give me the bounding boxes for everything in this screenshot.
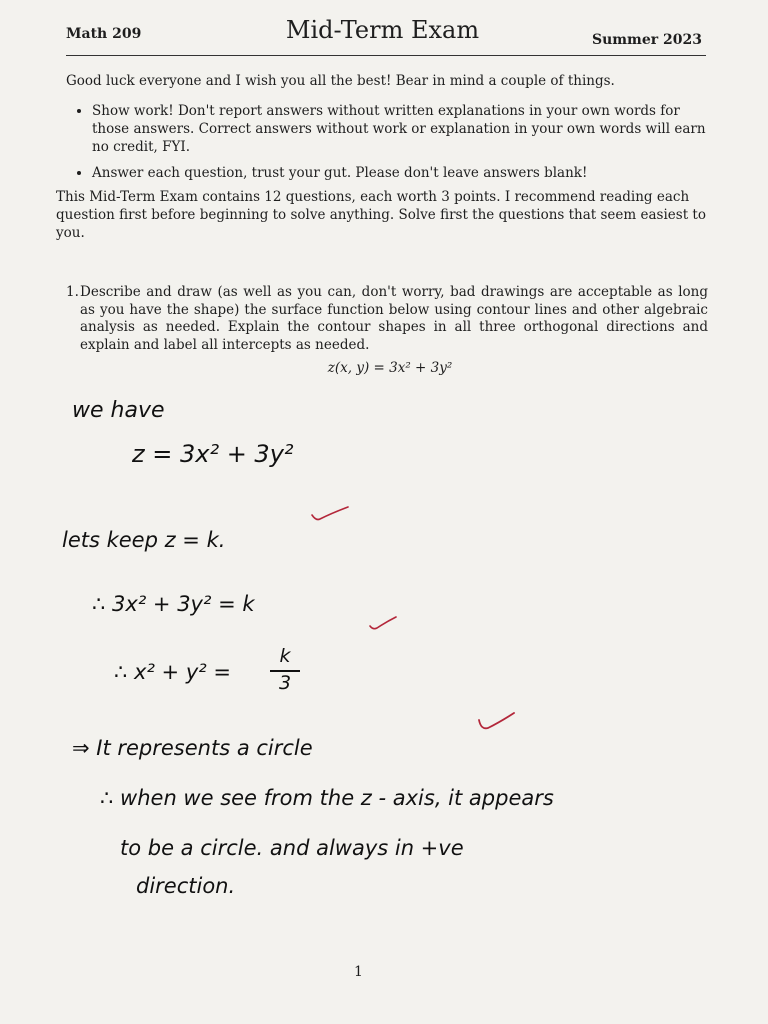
check-mark-icon <box>368 614 398 632</box>
handwritten-line: direction. <box>136 874 236 898</box>
header-divider <box>66 55 706 56</box>
handwritten-fraction-denominator: 3 <box>278 672 292 694</box>
term-label: Summer 2023 <box>591 32 702 48</box>
page-number: 1 <box>354 964 363 980</box>
handwritten-fraction-numerator: k <box>279 645 291 667</box>
question-text: Describe and draw (as well as you can, don't worry, bad drawings are acceptable as long as you have the shape) the surface function below using contour lines and other algebraic analysis as needed. Explain the contour shapes in all three orthogonal directions and explain and label all intercepts as needed. <box>80 284 708 353</box>
instruction-bullets <box>78 102 720 190</box>
handwritten-line: we have <box>72 398 165 423</box>
intro-text: Good luck everyone and I wish you all the best! Bear in mind a couple of things. <box>66 73 615 89</box>
question-number: 1. <box>66 284 79 300</box>
exam-instructions: This Mid-Term Exam contains 12 questions, each worth 3 points. I recommend reading each question first before beginning to solve anything. Solve first the questions that seem easiest to you. <box>56 189 706 241</box>
handwritten-line: ∴ x² + y² = <box>114 660 231 684</box>
exam-title: Mid-Term Exam <box>285 16 480 44</box>
bullet-item: • Show work! Don't report answers without written explanations in your own words for those answers. Correct answers without work or explanation in your own words will earn no credit, FYI. <box>92 102 720 156</box>
check-mark-icon <box>310 505 350 525</box>
question-formula: z(x, y) = 3x² + 3y² <box>327 360 453 376</box>
question-1 <box>66 284 708 354</box>
course-label: Math 209 <box>66 26 142 42</box>
handwritten-line: z = 3x² + 3y² <box>132 440 294 468</box>
bullet-item: • Answer each question, trust your gut. Please don't leave answers blank! <box>92 164 720 182</box>
check-mark-icon <box>476 710 516 734</box>
handwritten-line: to be a circle. and always in +ve <box>120 836 464 860</box>
handwritten-line: ∴ when we see from the z - axis, it appears <box>100 786 554 810</box>
handwritten-line: ∴ 3x² + 3y² = k <box>92 592 255 616</box>
handwritten-line: lets keep z = k. <box>62 528 226 552</box>
handwritten-line: ⇒ It represents a circle <box>72 736 313 760</box>
